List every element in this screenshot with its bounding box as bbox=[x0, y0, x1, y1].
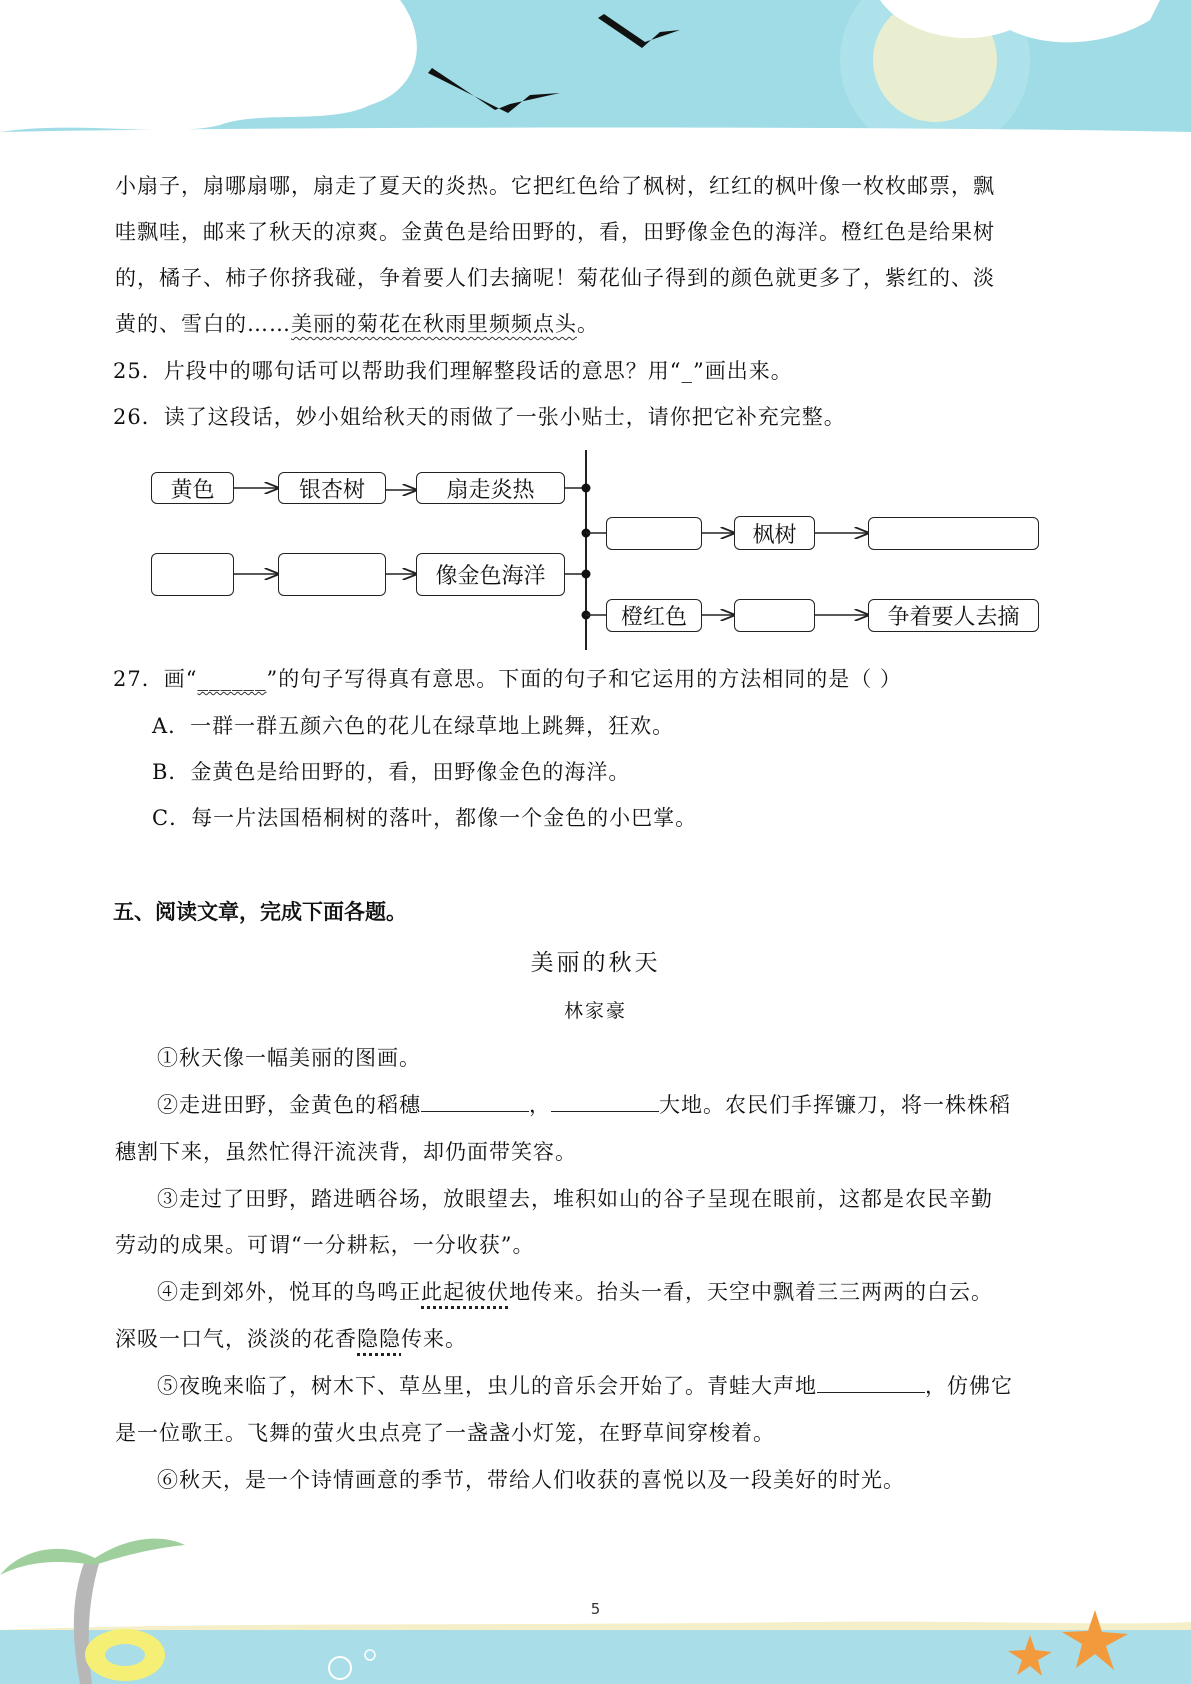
paragraph-text: 传来。 bbox=[401, 1327, 467, 1351]
paragraph-text: 大地。农民们手挥镰刀，将一株株稻 bbox=[659, 1093, 1011, 1117]
paragraph-text: 深吸一口气，淡淡的花香 bbox=[115, 1327, 357, 1351]
paragraph-3-line-2: 劳动的成果。可谓“一分耕耘，一分收获”。 bbox=[115, 1233, 535, 1257]
paragraph-4-line-1 bbox=[157, 1278, 993, 1306]
passage-line: 的，橘子、柿子你挤我碰，争着要人们去摘呢！菊花仙子得到的颜色就更多了，紫红的、淡 bbox=[115, 266, 995, 290]
paragraph-2-line-1 bbox=[157, 1091, 1011, 1119]
passage-text: 黄的、雪白的…… bbox=[115, 312, 291, 336]
diagram-box-fan-away-heat: 扇走炎热 bbox=[416, 472, 565, 504]
question-text: ”的句子写得真有意思。下面的句子和它运用的方法相同的是（ ） bbox=[266, 667, 902, 691]
paragraph-text: ②走进田野，金黄色的稻穗 bbox=[157, 1093, 421, 1117]
answer-blank[interactable] bbox=[421, 1091, 529, 1112]
paragraph-2-line-2: 穗割下来，虽然忙得汗流浃背，却仍面带笑容。 bbox=[115, 1140, 577, 1164]
diagram-box-yellow: 黄色 bbox=[151, 472, 234, 504]
question-text: 27．画“ bbox=[113, 667, 198, 691]
paragraph-3-line-1: ③走过了田野，踏进晒谷场，放眼望去，堆积如山的谷子呈现在眼前，这都是农民辛勤 bbox=[157, 1187, 993, 1211]
diagram-box-golden-sea: 像金色海洋 bbox=[416, 553, 565, 596]
diagram-box-maple: 枫树 bbox=[734, 516, 815, 550]
section-heading: 五、阅读文章，完成下面各题。 bbox=[113, 900, 407, 924]
paragraph-text: ，仿佛它 bbox=[925, 1374, 1013, 1398]
paragraph-4-line-2 bbox=[115, 1325, 467, 1353]
option-c[interactable]: C．每一片法国梧桐树的落叶，都像一个金色的小巴掌。 bbox=[152, 806, 698, 830]
page-number: 5 bbox=[590, 1600, 601, 1618]
option-a[interactable]: A．一群一群五颜六色的花儿在绿草地上跳舞，狂欢。 bbox=[152, 714, 675, 738]
diagram-blank-box[interactable] bbox=[606, 517, 702, 550]
paragraph-1: ①秋天像一幅美丽的图画。 bbox=[157, 1046, 421, 1070]
wavy-blank: ______ bbox=[197, 667, 267, 691]
passage-text: 。 bbox=[577, 312, 599, 336]
wavy-underlined-sentence: 美丽的菊花在秋雨里频频点头 bbox=[291, 312, 577, 336]
question-25: 25．片段中的哪句话可以帮助我们理解整段话的意思？用“_”画出来。 bbox=[113, 359, 793, 383]
diagram-blank-box[interactable] bbox=[734, 599, 815, 632]
diagram-blank-box[interactable] bbox=[278, 553, 386, 596]
option-b[interactable]: B．金黄色是给田野的，看，田野像金色的海洋。 bbox=[152, 760, 631, 784]
article-title: 美丽的秋天 bbox=[530, 950, 661, 976]
question-26: 26．读了这段话，妙小姐给秋天的雨做了一张小贴士，请你把它补充完整。 bbox=[113, 405, 846, 429]
answer-blank[interactable] bbox=[817, 1372, 925, 1393]
paragraph-text: ⑤夜晚来临了，树木下、草丛里，虫儿的音乐会开始了。青蛙大声地 bbox=[157, 1374, 817, 1398]
diagram-box-race-to-pick: 争着要人去摘 bbox=[868, 599, 1039, 632]
passage-line: 哇飘哇，邮来了秋天的凉爽。金黄色是给田野的，看，田野像金色的海洋。橙红色是给果树 bbox=[115, 220, 995, 244]
question-27 bbox=[113, 665, 902, 693]
paragraph-5-line-2: 是一位歌王。飞舞的萤火虫点亮了一盏盏小灯笼，在野草间穿梭着。 bbox=[115, 1421, 775, 1445]
paragraph-text: ， bbox=[529, 1093, 551, 1117]
paragraph-5-line-1 bbox=[157, 1372, 1013, 1400]
dotted-word: 此起彼伏 bbox=[421, 1280, 509, 1304]
answer-blank[interactable] bbox=[551, 1091, 659, 1112]
passage-line: 小扇子，扇哪扇哪，扇走了夏天的炎热。它把红色给了枫树，红红的枫叶像一枚枚邮票，飘 bbox=[115, 174, 995, 198]
diagram-box-ginkgo: 银杏树 bbox=[278, 472, 386, 504]
paragraph-text: 地传来。抬头一看，天空中飘着三三两两的白云。 bbox=[509, 1280, 993, 1304]
paragraph-6: ⑥秋天，是一个诗情画意的季节，带给人们收获的喜悦以及一段美好的时光。 bbox=[157, 1468, 905, 1492]
diagram-blank-box[interactable] bbox=[151, 553, 234, 596]
dotted-word: 隐隐 bbox=[357, 1327, 401, 1351]
diagram-box-orange-red: 橙红色 bbox=[606, 599, 702, 632]
paragraph-text: ④走到郊外，悦耳的鸟鸣正 bbox=[157, 1280, 421, 1304]
diagram-blank-box[interactable] bbox=[868, 517, 1039, 550]
article-author: 林家豪 bbox=[563, 1000, 627, 1022]
